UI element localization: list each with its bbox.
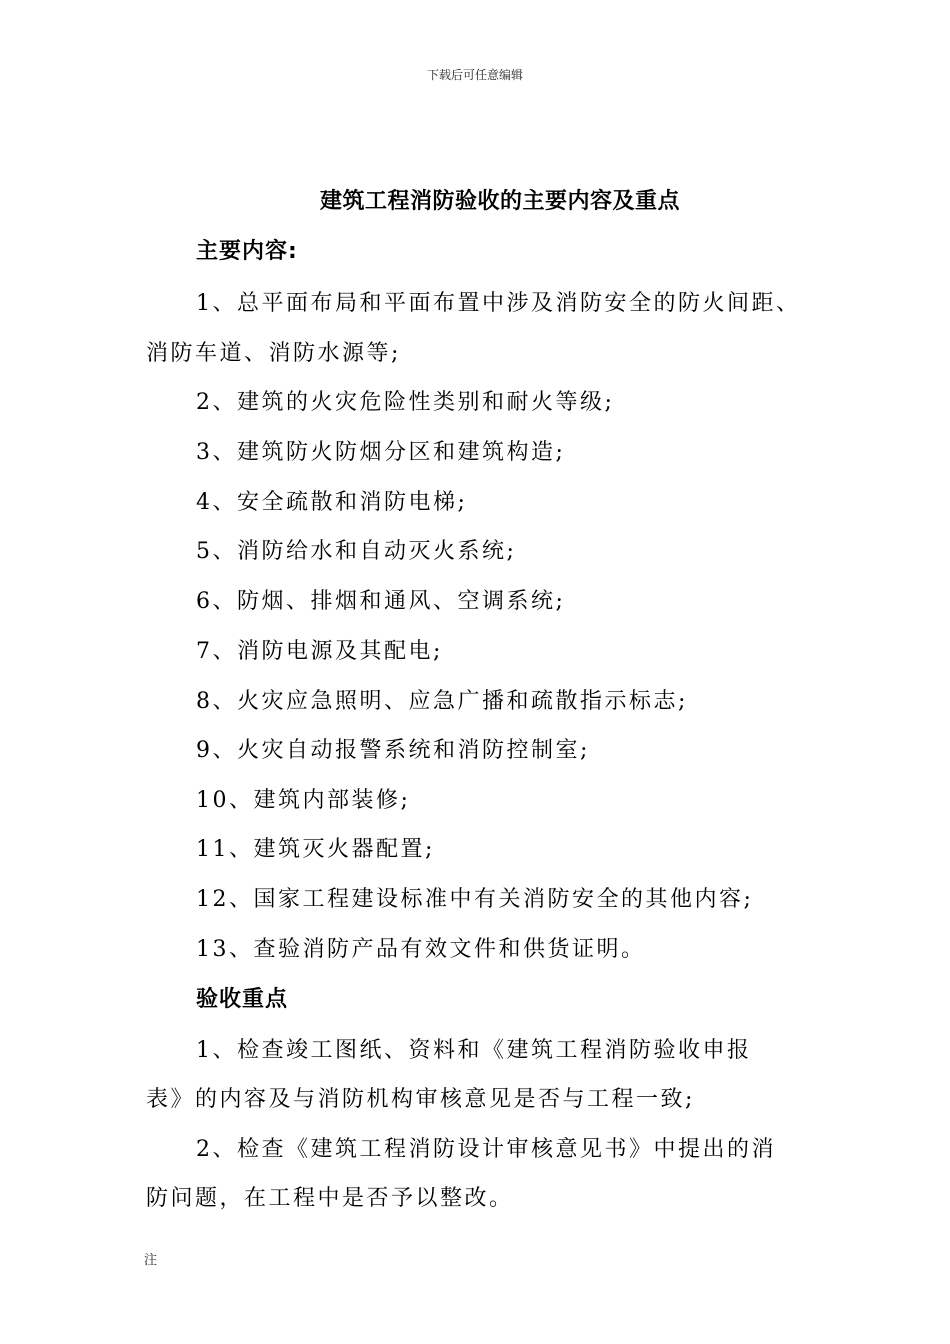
list-item: 1、检查竣工图纸、资料和《建筑工程消防验收申报 (196, 1038, 752, 1063)
page-footer-note: 注 (144, 1253, 158, 1268)
list-item: 3、建筑防火防烟分区和建筑构造; (196, 440, 566, 465)
list-item: 10、建筑内部装修; (196, 788, 411, 813)
list-item: 6、防烟、排烟和通风、空调系统; (196, 589, 566, 614)
list-item: 8、火灾应急照明、应急广播和疏散指示标志; (196, 689, 688, 714)
main-content-heading: 主要内容: (196, 239, 298, 264)
list-item: 13、查验消防产品有效文件和供货证明。 (196, 937, 646, 962)
list-item: 5、消防给水和自动灭火系统; (196, 539, 517, 564)
list-item: 9、火灾自动报警系统和消防控制室; (196, 738, 590, 763)
key-points-heading: 验收重点 (196, 987, 289, 1012)
list-item: 4、安全疏散和消防电梯; (196, 490, 468, 515)
document-title: 建筑工程消防验收的主要内容及重点 (319, 189, 680, 214)
list-item: 1、总平面布局和平面布置中涉及消防安全的防火间距、 (196, 291, 801, 316)
list-item: 2、检查《建筑工程消防设计审核意见书》中提出的消 (196, 1137, 776, 1162)
list-item: 消防车道、消防水源等; (146, 341, 401, 366)
list-item: 表》的内容及与消防机构审核意见是否与工程一致; (146, 1087, 695, 1112)
list-item: 防问题，在工程中是否予以整改。 (146, 1186, 514, 1211)
list-item: 7、消防电源及其配电; (196, 639, 443, 664)
page-header-note: 下载后可任意编辑 (426, 68, 523, 82)
list-item: 12、国家工程建设标准中有关消防安全的其他内容; (196, 887, 754, 912)
list-item: 2、建筑的火灾危险性类别和耐火等级; (196, 390, 615, 415)
list-item: 11、建筑灭火器配置; (196, 837, 435, 862)
